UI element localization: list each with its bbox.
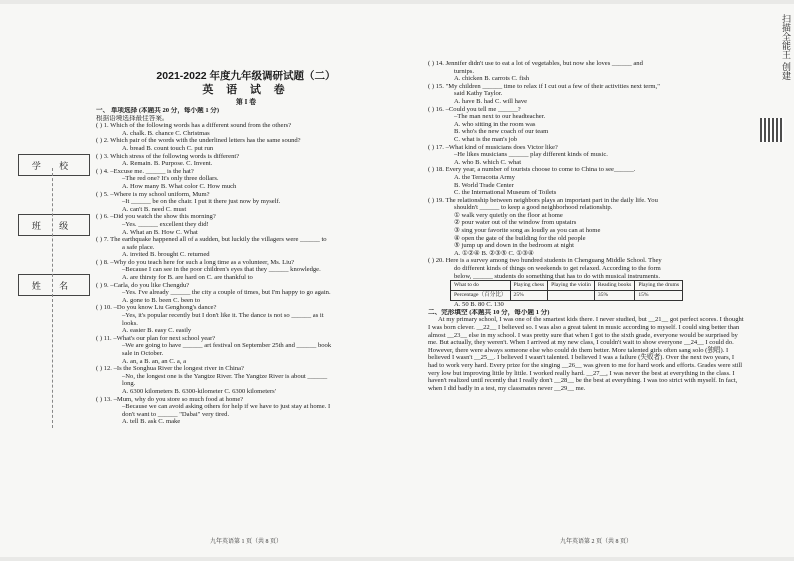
question-line: –Yes, it's popular recently but I don't like it. The dance is not so ______ as it bbox=[122, 312, 324, 320]
answer-options: A. who B. which C. what bbox=[454, 158, 522, 166]
question-stem: ( ) 3. Which stress of the following words is different? bbox=[96, 152, 240, 160]
question-stem: ( ) 2. Which pair of the words with the underlined letters has the same sound? bbox=[96, 137, 301, 145]
question-line: sale in October. bbox=[122, 350, 164, 357]
question-stem: ( ) 11. –What's our plan for next school year? bbox=[96, 334, 216, 342]
question-line: ④ open the gate of the building for the old people bbox=[454, 234, 586, 242]
answer-options: A. gone to B. been C. been to bbox=[122, 296, 201, 304]
question-stem: ( ) 15. "My children ______ time to relax if I cut out a few of their activities next term," bbox=[428, 82, 660, 90]
question-line: below, ______ students do something that has to do with musical instruments. bbox=[454, 272, 660, 280]
question-line: –Because I can see in the poor children's eyes that they ______ knowledge. bbox=[122, 266, 321, 274]
page-footer-2: 九年英语第 2 页（共 8 页） bbox=[560, 539, 633, 545]
answer-options: A. What an B. How C. What bbox=[122, 228, 198, 236]
exam-sheet bbox=[0, 4, 794, 557]
exam-subtitle: 英 语 试 卷 bbox=[202, 84, 290, 96]
table-header-cell: Playing the violin bbox=[548, 281, 595, 291]
answer-options: A. an, a B. an, an C. a, a bbox=[122, 357, 187, 365]
qr-code-icon bbox=[760, 118, 784, 142]
table-cell: 25% bbox=[510, 291, 548, 301]
question-stem: ( ) 12. –Is the Songhua River the longest river in China? bbox=[96, 365, 244, 373]
exam-title: 2021-2022 年度九年级调研试题（二） bbox=[156, 70, 336, 82]
question-line: ① walk very quietly on the floor at home bbox=[454, 211, 563, 219]
left-page bbox=[96, 68, 396, 426]
question-line: do different kinds of things on weekends to get relaxed. According to the form bbox=[454, 265, 661, 273]
table-header-cell: Playing chess bbox=[510, 281, 548, 291]
question-line: said Kathy Taylor. bbox=[454, 90, 503, 98]
question-stem: ( ) 16. –Could you tell me ______? bbox=[428, 105, 521, 113]
question-stem: ( ) 6. –Did you watch the show this morning? bbox=[96, 213, 216, 221]
answer-options: A. are thirsty for B. are hard on C. are thankful to bbox=[122, 274, 253, 282]
question-line: –It ______ be on the chair. I put it there just now by myself. bbox=[122, 198, 281, 206]
answer-options: A. tell B. ask C. make bbox=[122, 418, 181, 426]
table-cell bbox=[548, 291, 595, 301]
question-line: 一、 单项选择 (本题共 20 分，每小题 1 分) bbox=[96, 107, 220, 114]
question-line: shouldn't ______ to keep a good neighborhood relationship. bbox=[454, 204, 613, 212]
page-footer-1: 九年英语第 1 页（共 8 页） bbox=[210, 539, 283, 545]
question-line: –We are going to have ______ art festival on September 25th and ______ book bbox=[122, 342, 332, 350]
answer-options: A. invited B. brought C. returned bbox=[122, 251, 210, 259]
class-field: 班 级 bbox=[18, 214, 90, 236]
right-question-list-cont bbox=[428, 301, 744, 316]
table-header-cell: Playing the drums bbox=[635, 281, 683, 291]
answer-options: B. who's the new coach of our team bbox=[454, 128, 549, 136]
question-line: turnips. bbox=[454, 67, 474, 75]
question-stem: ( ) 9. –Carla, do you like Chengdu? bbox=[96, 281, 190, 289]
question-line: looks. bbox=[122, 319, 138, 327]
question-stem: ( ) 17. –What kind of musicians does Victor like? bbox=[428, 143, 558, 151]
question-line: –The red one? It's only three dollars. bbox=[122, 175, 219, 183]
school-field: 学 校 bbox=[18, 154, 90, 176]
question-line: –No, the longest one is the Yangtze River. The Yangtze River is about ______ bbox=[122, 372, 328, 380]
table-header-row bbox=[451, 281, 683, 291]
question-line: –Yes. ______ excellent they did! bbox=[122, 220, 209, 228]
answer-options: A. Remain. B. Purpose. C. Invent. bbox=[122, 160, 213, 168]
right-page bbox=[428, 60, 744, 392]
question-stem: ( ) 18. Every year, a number of tourists choose to come to China to see______. bbox=[428, 166, 636, 174]
answer-options: A. chicken B. carrots C. fish bbox=[454, 75, 530, 83]
question-line: 二、完形填空 (本题共 10 分，每小题 1 分) bbox=[428, 308, 550, 316]
question-stem: ( ) 1. Which of the following words has a different sound from the others? bbox=[96, 122, 292, 130]
question-line: a safe place. bbox=[122, 243, 155, 251]
question-stem: ( ) 20. Here is a survey among two hundred students in Chenguang Middle School. They bbox=[428, 257, 662, 265]
question-stem: ( ) 19. The relationship between neighbors plays an important part in the daily life. You bbox=[428, 196, 658, 204]
answer-options: A. the Terracotta Army bbox=[454, 173, 515, 181]
question-stem: ( ) 14. Jennifer didn't use to eat a lot of vegetables, but now she loves ______ and bbox=[428, 60, 643, 67]
question-stem: ( ) 4. –Excuse me. ______ is the hat? bbox=[96, 167, 194, 175]
answer-options: A. 6300 kilometers B. 6300-kilometer C. 6300 kilometers' bbox=[122, 387, 276, 395]
answer-options: A. How many B. What color C. How much bbox=[122, 182, 237, 190]
question-stem: ( ) 8. –Why do you teach here for such a long time as a volunteer, Ms. Liu? bbox=[96, 258, 295, 266]
answer-options: C. the International Museum of Toilets bbox=[454, 189, 557, 197]
table-cell: Percentage（百分比） bbox=[451, 291, 511, 301]
question-line: –Yes. I've already ______ the city a couple of times, but I'm happy to go again. bbox=[122, 289, 331, 297]
question-line: ⑤ jump up and down in the bedroom at night bbox=[454, 242, 575, 250]
answer-options: A. easier B. easy C. easily bbox=[122, 327, 192, 335]
binding-line bbox=[52, 168, 55, 428]
question-line: 根据语境选择最佳答案。 bbox=[96, 114, 169, 122]
question-line: ③ sing your favorite song as loudly as you can at home bbox=[454, 227, 601, 235]
table-cell: 15% bbox=[635, 291, 683, 301]
question-line: –Because we can avoid asking others for help if we have to just stay at home. I bbox=[122, 403, 331, 411]
question-line: long. bbox=[122, 380, 136, 388]
answer-options: A. chalk. B. chance C. Christmas bbox=[122, 129, 210, 137]
answer-options: C. what is the man's job bbox=[454, 135, 518, 143]
answer-options: A. have B. had C. will have bbox=[454, 97, 528, 105]
question-stem: ( ) 7. The earthquake happened all of a sudden, but luckily the villagers were ______ to bbox=[96, 236, 327, 244]
table-cell: 35% bbox=[594, 291, 634, 301]
table-header-cell: Reading books bbox=[594, 281, 634, 291]
scanner-watermark: 扫描全能王 创建 bbox=[780, 14, 790, 80]
student-info-gutter bbox=[18, 154, 90, 334]
answer-options: A. who sitting in the room was bbox=[454, 120, 536, 128]
answer-options: A. can't B. need C. must bbox=[122, 205, 187, 213]
question-stem: ( ) 5. –Where is my school uniform, Mum? bbox=[96, 190, 210, 198]
left-question-list bbox=[96, 107, 396, 426]
question-line: ② pour water out of the window from upstairs bbox=[454, 219, 577, 227]
answer-options: B. World Trade Center bbox=[454, 181, 514, 189]
table-header-cell: What to do bbox=[451, 281, 511, 291]
survey-table bbox=[450, 280, 683, 301]
question-line: –He likes musicians ______ play different kinds of music. bbox=[454, 151, 608, 159]
answer-options: A. ①②④ B. ②③⑤ C. ①③④ bbox=[454, 249, 534, 257]
answer-options: A. 50 B. 80 C. 130 bbox=[454, 301, 504, 309]
volume-label: 第 I 卷 bbox=[235, 98, 257, 106]
answer-options: A. bread B. count touch C. put run bbox=[122, 144, 214, 152]
cloze-passage: At my primary school, I was one of the smartest kids there. I never studied, but __21__ got perfect scores. I thought I was born clever. __22__ I believed so. I was also a great talent in music according to myself. I could sing better than almost __23__ else in my school. I was pretty sure that when I got to the sixth grade, everyone would be surprised by me. But actually, they weren't. When I arrived at my new class, I couldn't wait to show everyone __24__ I could do. However, there were always someone else who could do them better. More talented girls often sang solo (独唱). I believed I wasn't __25__. I believed I wasn't talented. I believed I was a failure (失败者). Over the next two years, I had to work very hard. Every prize for the singing __26__ was given to me for hard work and efforts. Grades were still very low but improving little by little. I worked really hard. __27__, I was never the best at everything in the class. I haven't realized until recently that I really don't __28__ be the best at everything. I was too strict with myself. In fact, when I did badly in a test, my classmates never __29__ me. bbox=[428, 316, 744, 392]
question-line: –The man next to our headteacher. bbox=[454, 113, 546, 121]
name-field: 姓 名 bbox=[18, 274, 90, 296]
table-row bbox=[451, 291, 683, 301]
question-stem: ( ) 13. –Mum, why do you store so much food at home? bbox=[96, 395, 244, 403]
question-stem: ( ) 10. –Do you know Liu Genghong's dance? bbox=[96, 304, 217, 312]
right-question-list bbox=[428, 60, 744, 280]
question-line: don't want to ______ "Dabai" very tired. bbox=[122, 410, 230, 418]
